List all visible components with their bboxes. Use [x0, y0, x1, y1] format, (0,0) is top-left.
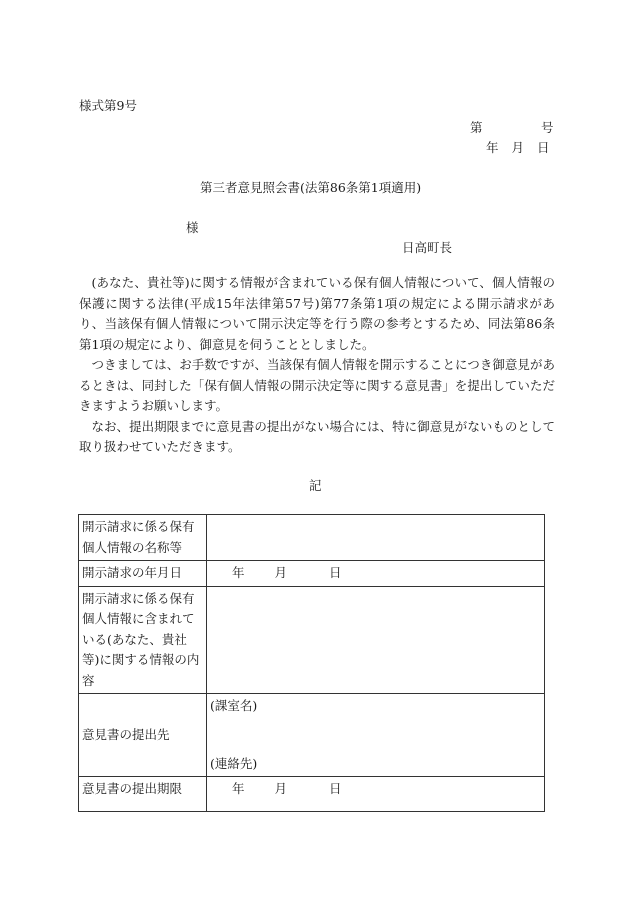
request-year-label: 年	[232, 565, 245, 580]
paragraph-intro: (あなた、貴社等)に関する情報が含まれている保有個人情報について、個人情報の保護に関する法律(平成15年法律第57号)第77条第1項の規定による開示請求があり、当該保有個人情報について開示決定等を行う際の参考とするため、同法第86条第1項の規定により、御意見を伺うこととしました。	[79, 275, 555, 352]
label-request-date: 開示請求の年月日	[79, 561, 207, 587]
deadline-month-label: 月	[274, 781, 288, 796]
ki-heading: 記	[309, 478, 322, 493]
sender-name: 日高町長	[402, 240, 453, 255]
table-row	[79, 694, 545, 777]
paragraph-request: つきましては、お手数ですが、当該保有個人情報を開示することにつき御意見があるときは、同封した「保有個人情報の開示決定等に関する意見書」を提出していただきますようお願いします。	[79, 357, 555, 413]
document-number-prefix: 第	[470, 120, 483, 135]
deadline-day-label: 日	[329, 781, 342, 796]
document-title: 第三者意見照会書(法第86条第1項適用)	[200, 180, 422, 195]
deadline-year-label: 年	[232, 781, 245, 796]
request-month-label: 月	[274, 565, 288, 580]
table-row	[79, 561, 545, 587]
value-info-content	[207, 586, 545, 694]
form-number: 様式第9号	[79, 98, 137, 113]
value-request-date	[207, 561, 545, 587]
table-row	[79, 777, 545, 812]
body-text	[79, 273, 555, 458]
paragraph-deadline-note: なお、提出期限までに意見書の提出がない場合には、特に御意見がないものとして取り扱わせていただきます。	[79, 418, 555, 454]
date-year-label: 年	[486, 140, 499, 155]
table-row	[79, 586, 545, 694]
label-submission-deadline: 意見書の提出期限	[79, 777, 207, 812]
date-month-label: 月	[511, 140, 525, 155]
recipient-suffix: 様	[186, 220, 199, 235]
info-table	[78, 514, 545, 812]
department-label: (課室名)	[210, 698, 258, 713]
label-submission-destination: 意見書の提出先	[79, 694, 207, 777]
label-info-content: 開示請求に係る保有個人情報に含まれている(あなた、貴社等)に関する情報の内容	[79, 586, 207, 694]
request-day-label: 日	[329, 565, 342, 580]
date-day-label: 日	[537, 140, 550, 155]
value-submission-destination	[207, 694, 545, 777]
contact-label: (連絡先)	[210, 755, 258, 771]
table-row	[79, 515, 545, 561]
value-submission-deadline	[207, 777, 545, 812]
value-info-name	[207, 515, 545, 561]
document-date	[486, 138, 550, 156]
label-info-name: 開示請求に係る保有個人情報の名称等	[79, 515, 207, 561]
document-number-suffix: 号	[541, 120, 554, 135]
